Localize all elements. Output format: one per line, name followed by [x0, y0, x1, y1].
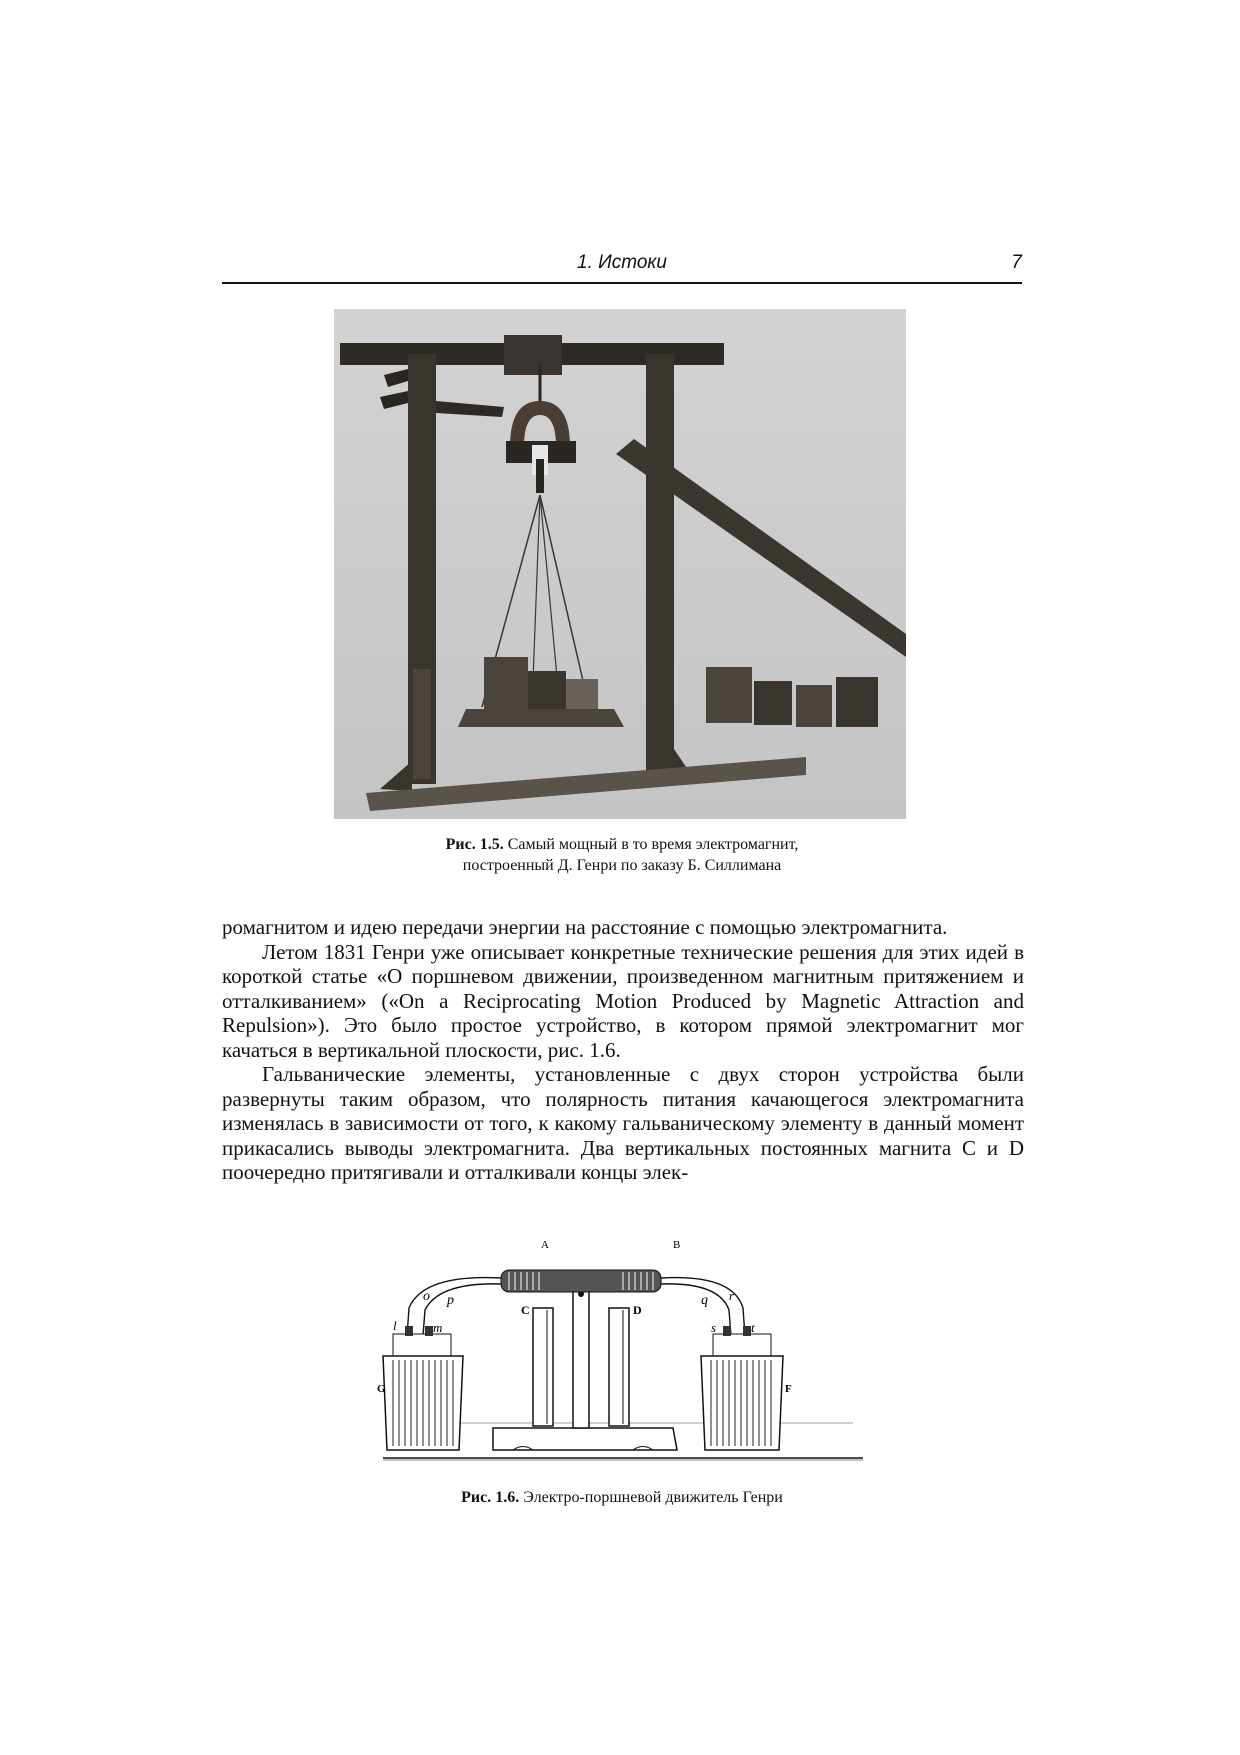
figure-1-6-caption — [222, 1487, 1022, 1508]
label-a: A — [541, 1239, 549, 1251]
figure-1-6-caption-text: Электро-поршневой движитель Генри — [523, 1489, 783, 1506]
label-f: F — [785, 1383, 792, 1395]
label-b: B — [673, 1239, 681, 1251]
figure-1-5-caption — [222, 834, 1022, 876]
label-t: t — [751, 1320, 755, 1335]
page-number: 7 — [1011, 252, 1022, 273]
chapter-title: 1. Истоки — [577, 252, 667, 273]
figure-1-6-label: Рис. 1.6. — [461, 1489, 520, 1506]
figure-1-5-caption-line2: построенный Д. Генри по заказу Б. Силлимана — [462, 857, 782, 874]
label-p: p — [447, 1293, 454, 1308]
body-text — [222, 915, 1024, 1185]
label-g: G — [377, 1383, 386, 1395]
label-o: o — [423, 1289, 430, 1304]
label-s: s — [711, 1320, 717, 1335]
paragraph: Летом 1831 Генри уже описывает конкретные технические решения для этих идей в короткой статье «О поршневом движении, произведенном магнитным притяжением и отталкиванием» («On a Reciprocating Motion Produced by Magnetic Attraction and Repulsion»). Это было простое устройство, в котором прямой электромагнит мог качаться в вертикальной плоскости, рис. 1.6. — [222, 939, 1024, 1062]
paragraph: ромагнитом и идею передачи энергии на расстояние с помощью электромагнита. — [222, 915, 948, 939]
running-header — [222, 252, 1022, 284]
figure-1-5-photo — [334, 309, 906, 819]
figure-1-5-caption-line1: Самый мощный в то время электромагнит, — [507, 836, 799, 853]
label-c: C — [521, 1303, 530, 1317]
label-r: r — [729, 1288, 735, 1303]
label-l: l — [393, 1318, 397, 1333]
paragraph: Гальванические элементы, установленные с двух сторон устройства были развернуты таким образом, что полярность питания качающегося электромагнита изменялась в зависимости от того, к какому гальваническому элементу в данный момент прикасались выводы электромагнита. Два вертикальных постоянных магнита C и D поочередно притягивали и отталкивали концы элек- — [222, 1062, 1024, 1184]
label-m: m — [433, 1320, 443, 1335]
label-d: D — [633, 1303, 642, 1317]
figure-1-5-label: Рис. 1.5. — [445, 836, 504, 853]
figure-1-6-engraving — [377, 1228, 863, 1468]
label-q: q — [701, 1293, 708, 1308]
